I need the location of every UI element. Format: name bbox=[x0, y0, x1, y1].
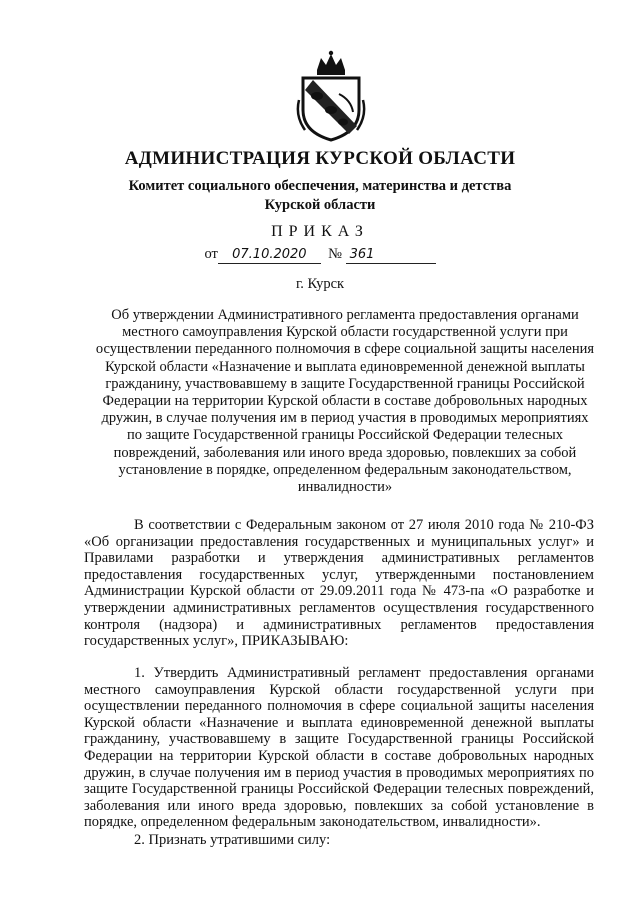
committee-line-1: Комитет социального обеспечения, материнства и детства bbox=[128, 178, 512, 194]
organization-title: АДМИНИСТРАЦИЯ КУРСКОЙ ОБЛАСТИ bbox=[124, 148, 516, 169]
committee-line-2: Курской области bbox=[264, 197, 376, 213]
committee-name bbox=[0, 177, 640, 215]
handwritten-date: 07.10.2020 bbox=[218, 247, 321, 264]
item-2-paragraph: 2. Признать утратившими силу: bbox=[134, 832, 331, 848]
kursk-coat-of-arms-icon bbox=[295, 50, 367, 142]
handwritten-number: 361 bbox=[346, 247, 436, 264]
preamble-paragraph: В соответствии с Федеральным законом от 27 июля 2010 года № 210-ФЗ «Об организации предоставления государственных и муниципальных услуг» и Правилами разработки и утверждения административных регламентов предоставления государственных услуг, утвержденными постановлением Администрации Курской области от 29.09.2011 года № 473-па «О разработке и утверждении административных регламентов осуществления государственного контроля (надзора) и административных регламентов предоставления государственных услуг», ПРИКАЗЫВАЮ: bbox=[84, 517, 594, 650]
order-subject: Об утверждении Административного регламента предоставления органами местного самоуправления Курской области государственной услуги при осуществлении переданного полномочия в сфере социальной защиты населения Курской области «Назначение и выплата единовременной денежной выплаты гражданину, участвовавшему в защите Государственной границы Российской Федерации на территории Курской области в составе добровольных народных дружин, в случае получения им в период участия в проводимых мероприятиях по защите Государственной границы Российской Федерации телесных повреждений, заболевания или иного вреда здоровью, повлекших за собой установление в порядке, определенном федеральным законодательством, инвалидности» bbox=[95, 307, 595, 496]
item-1-paragraph: 1. Утвердить Административный регламент предоставления органами местного самоуправления Курской области государственной услуги при осуществлении переданного полномочия в сфере социальной защиты населения Курской области «Назначение и выплата единовременной денежной выплаты гражданину, участвовавшему в защите Государственной границы Российской Федерации на территории Курской области в составе добровольных народных дружин, в случае получения им в период участия в проводимых мероприятиях по защите Государственной границы Российской Федерации телесных повреждений, заболевания или иного вреда здоровью, повлекших за собой установление в порядке, определенном федеральным законодательством, инвалидности». bbox=[84, 665, 594, 831]
date-prefix: от bbox=[204, 246, 218, 262]
document-type: ПРИКАЗ bbox=[271, 223, 369, 240]
number-prefix: № bbox=[328, 246, 342, 262]
order-date-number bbox=[0, 246, 640, 264]
city: г. Курск bbox=[295, 276, 345, 292]
